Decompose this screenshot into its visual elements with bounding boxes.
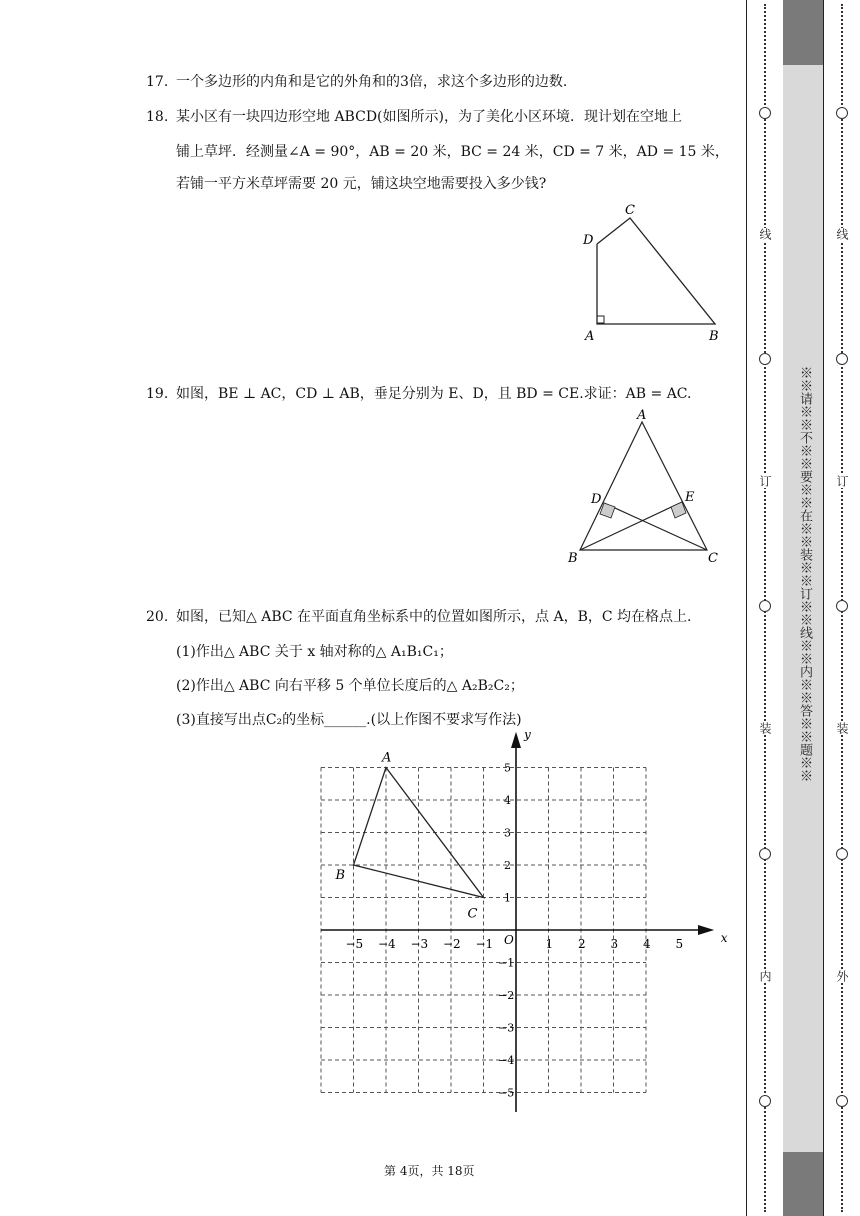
question-text-line: 如图，已知△ ABC 在平面直角坐标系中的位置如图所示，点 A，B，C 均在格点上. [176, 609, 692, 625]
x-tick-label: −2 [443, 937, 461, 951]
label-A: A [585, 329, 595, 344]
x-tick-label: 5 [675, 937, 684, 951]
binding-ring [836, 600, 848, 612]
x-axis-arrow [698, 925, 714, 935]
label-C: C [625, 203, 635, 218]
label-B: B [709, 329, 719, 344]
x-tick-label: 1 [545, 937, 554, 951]
binding-label: 线 [835, 228, 849, 241]
y-tick-label: 1 [504, 891, 511, 905]
question-number: 20. [146, 609, 169, 625]
y-tick-label: −1 [498, 956, 515, 970]
y-tick-label: 2 [504, 859, 511, 872]
x-tick-label: −4 [378, 937, 396, 951]
x-tick-label: 2 [578, 937, 586, 951]
question-text-line: 铺上草坪．经测量∠A = 90°，AB = 20 米，BC = 24 米，CD = 7 米，AD = 15 米， [176, 144, 729, 160]
x-tick-label: −3 [410, 937, 429, 951]
binding-ring [759, 600, 771, 612]
figure-18-quadrilateral [575, 198, 735, 348]
label-D: D [591, 492, 602, 507]
x-tick-label: −1 [475, 937, 494, 951]
gray-block-bottom [783, 1152, 823, 1216]
point-label-B: B [335, 868, 346, 883]
binding-ring [836, 848, 848, 860]
question-text-line: (2)作出△ ABC 向右平移 5 个单位长度后的△ A₂B₂C₂； [176, 678, 524, 694]
binding-label: 订 [758, 475, 772, 488]
label-A: A [637, 408, 647, 423]
y-tick-label: −3 [498, 1021, 515, 1035]
binding-ring [836, 353, 848, 365]
question-text-line: (1)作出△ ABC 关于 x 轴对称的△ A₁B₁C₁； [176, 644, 453, 660]
label-E: E [685, 490, 695, 505]
binding-strip-inner [746, 0, 784, 1216]
y-tick-label: 4 [504, 794, 511, 807]
x-axis-label: x [720, 931, 728, 945]
y-tick-label: −2 [498, 989, 515, 1002]
binding-label: 内 [758, 970, 772, 983]
point-label-C: C [467, 906, 478, 922]
page-footer: 第 4页，共 18页 [384, 1164, 475, 1178]
question-text-line: 若铺一平方米草坪需要 20 元，铺这块空地需要投入多少钱? [176, 176, 547, 192]
question-number: 18. [146, 109, 169, 125]
gray-block-top [783, 0, 823, 65]
label-D: D [583, 233, 594, 248]
question-text: 如图，BE ⊥ AC，CD ⊥ AB，垂足分别为 E、D，且 BD = CE.求证：AB = AC. [176, 386, 692, 402]
binding-label: 订 [835, 475, 849, 488]
binding-ring [759, 848, 771, 860]
point-label-A: A [382, 750, 392, 766]
y-tick-label: 3 [504, 826, 511, 840]
question-text-line: 某小区有一块四边形空地 ABCD(如图所示)，为了美化小区环境．现计划在空地上 [176, 109, 682, 125]
warning-strip [783, 0, 823, 1216]
binding-ring [759, 1095, 771, 1107]
no-answer-warning: ※※请※※不※※要※※在※※装※※订※※线※※内※※答※※题※※ [797, 366, 812, 782]
origin-label: O [504, 933, 514, 947]
binding-label: 装 [758, 722, 772, 735]
y-axis-label: y [524, 730, 531, 742]
label-C: C [708, 551, 718, 566]
binding-ring [759, 107, 771, 119]
x-tick-label: 4 [643, 937, 651, 951]
binding-ring [836, 107, 848, 119]
x-tick-label: 3 [610, 937, 619, 951]
question-text-line: (3)直接写出点C₂的坐标______.(以上作图不要求写作法) [176, 712, 522, 728]
binding-ring [836, 1095, 848, 1107]
binding-label: 外 [835, 970, 849, 983]
label-B: B [568, 551, 578, 566]
question-number: 19. [146, 386, 169, 402]
y-axis-arrow [511, 732, 521, 748]
y-tick-label: 5 [504, 761, 511, 775]
question-number: 17. [146, 74, 169, 90]
binding-label: 线 [758, 228, 772, 241]
binding-label: 装 [835, 722, 849, 735]
x-tick-label: −5 [345, 937, 364, 951]
figure-19-triangle [565, 405, 730, 570]
y-tick-label: −4 [498, 1054, 515, 1067]
binding-ring [759, 353, 771, 365]
question-text: 一个多边形的内角和是它的外角和的3倍，求这个多边形的边数. [176, 74, 568, 90]
figure-20-coordinate-grid [320, 730, 730, 1120]
binding-strip-outer [823, 0, 860, 1216]
y-tick-label: −5 [498, 1086, 515, 1100]
